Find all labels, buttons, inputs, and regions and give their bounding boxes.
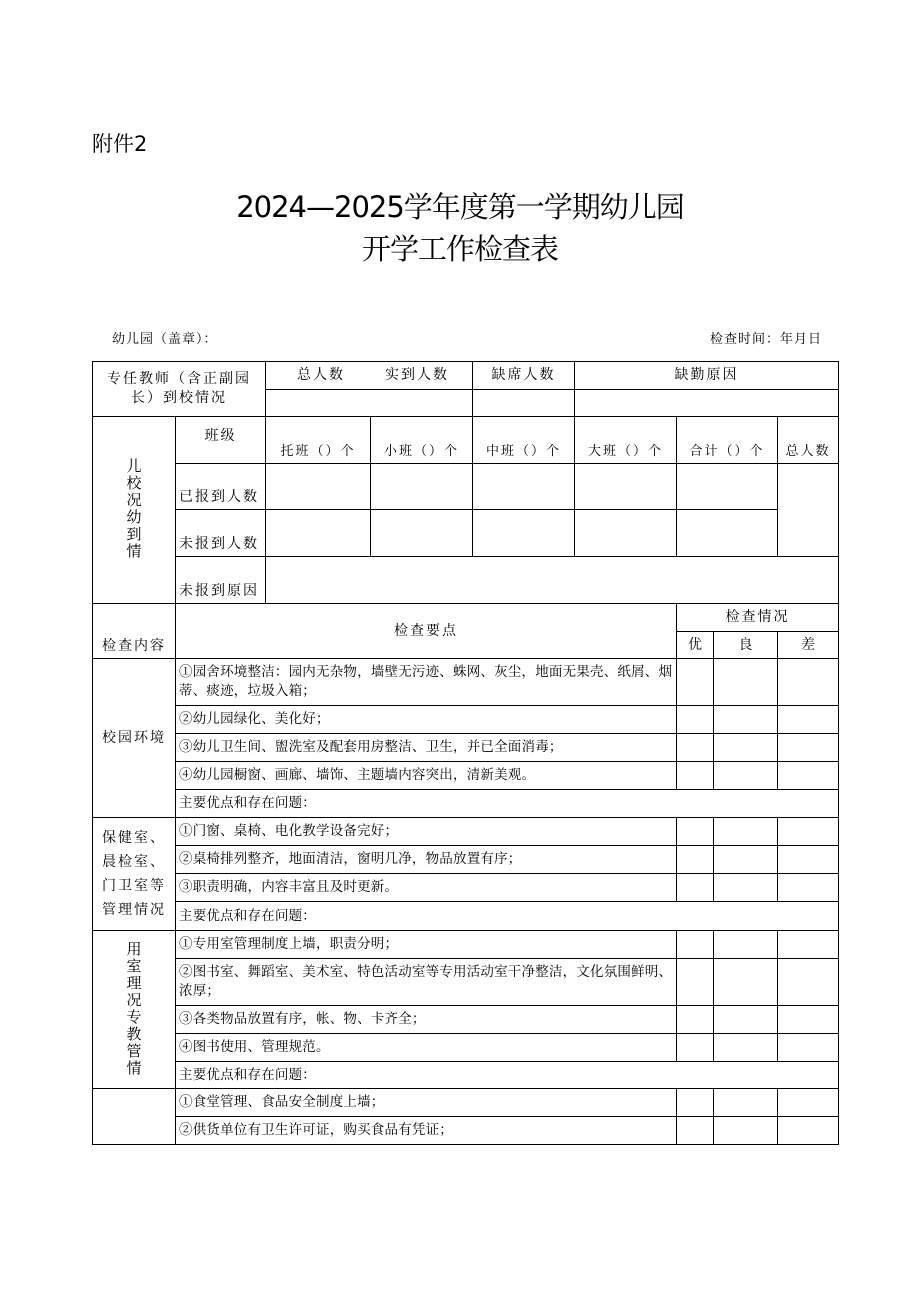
rooms-point-2: ②图书室、舞蹈室、美术室、特色活动室等专用活动室干净整洁，文化氛围鲜明、浓厚； bbox=[176, 959, 677, 1006]
health-point-3-poor[interactable] bbox=[778, 874, 839, 902]
health-point-1: ①门窗、桌椅、电化教学设备完好； bbox=[176, 818, 677, 846]
page-title-line1: 2024—2025学年度第一学期幼儿园 bbox=[236, 190, 684, 224]
not-reported-small[interactable] bbox=[371, 510, 473, 557]
reported-toddler[interactable] bbox=[266, 464, 371, 510]
health-point-2: ②桌椅排列整齐，地面清洁，窗明几净，物品放置有序； bbox=[176, 846, 677, 874]
rooms-point-1-poor[interactable] bbox=[778, 931, 839, 959]
rooms-point-3: ③各类物品放置有序，帐、物、卡齐全； bbox=[176, 1006, 677, 1034]
rooms-point-1: ①专用室管理制度上墙，职责分明； bbox=[176, 931, 677, 959]
campus-point-2-poor[interactable] bbox=[778, 706, 839, 734]
campus-point-2: ②幼儿园绿化、美化好； bbox=[176, 706, 677, 734]
teacher-col-total: 总人数 bbox=[297, 367, 345, 383]
rooms-point-2-poor[interactable] bbox=[778, 959, 839, 1006]
class-label: 班级 bbox=[176, 417, 266, 464]
grade-poor-header: 差 bbox=[778, 632, 839, 659]
rooms-issues[interactable]: 主要优点和存在问题： bbox=[176, 1062, 839, 1089]
health-point-1-poor[interactable] bbox=[778, 818, 839, 846]
inspection-points-header: 检查要点 bbox=[176, 604, 677, 659]
health-point-1-good[interactable] bbox=[677, 818, 714, 846]
canteen-point-1-poor[interactable] bbox=[778, 1089, 839, 1117]
canteen-point-1: ①食堂管理、食品安全制度上墙； bbox=[176, 1089, 677, 1117]
check-time-label: 检查时间：年月日 bbox=[709, 332, 822, 347]
canteen-point-2-poor[interactable] bbox=[778, 1117, 839, 1145]
children-section-label bbox=[93, 417, 176, 604]
campus-point-3-poor[interactable] bbox=[778, 734, 839, 762]
campus-point-3-fair[interactable] bbox=[714, 734, 778, 762]
not-reported-label: 未报到人数 bbox=[176, 510, 266, 557]
inspection-status-header: 检查情况 bbox=[677, 604, 839, 632]
health-point-2-good[interactable] bbox=[677, 846, 714, 874]
campus-point-3-good[interactable] bbox=[677, 734, 714, 762]
not-reported-reason-value[interactable] bbox=[266, 557, 839, 604]
campus-issues[interactable]: 主要优点和存在问题： bbox=[176, 790, 839, 818]
canteen-point-2-fair[interactable] bbox=[714, 1117, 778, 1145]
section-health-rooms: 保健室、晨检室、门卫室等管理情况 bbox=[93, 818, 176, 931]
children-total-value[interactable] bbox=[778, 464, 839, 557]
campus-point-1-poor[interactable] bbox=[778, 659, 839, 706]
section-campus-environment: 校园环境 bbox=[93, 659, 176, 818]
campus-point-1: ①园舍环境整洁：园内无杂物，墙壁无污迹、蛛网、灰尘，地面无果壳、纸屑、烟蒂、痰迹，垃圾入箱； bbox=[176, 659, 677, 706]
not-reported-reason-label: 未报到原因 bbox=[176, 557, 266, 604]
teacher-col-absent: 缺席人数 bbox=[473, 362, 575, 390]
special-rooms-text: 用室理况专教管情 bbox=[126, 939, 142, 1077]
not-reported-large[interactable] bbox=[575, 510, 677, 557]
teacher-absent-value[interactable] bbox=[473, 390, 575, 417]
not-reported-total[interactable] bbox=[677, 510, 778, 557]
campus-point-3: ③幼儿卫生间、盥洗室及配套用房整洁、卫生，并已全面消毒； bbox=[176, 734, 677, 762]
teacher-total-value[interactable] bbox=[266, 390, 473, 417]
health-point-3-fair[interactable] bbox=[714, 874, 778, 902]
rooms-point-1-good[interactable] bbox=[677, 931, 714, 959]
health-point-2-fair[interactable] bbox=[714, 846, 778, 874]
campus-point-2-good[interactable] bbox=[677, 706, 714, 734]
reported-small[interactable] bbox=[371, 464, 473, 510]
page-title-line2: 开学工作检查表 bbox=[361, 232, 558, 266]
health-point-2-poor[interactable] bbox=[778, 846, 839, 874]
rooms-point-2-fair[interactable] bbox=[714, 959, 778, 1006]
rooms-point-3-fair[interactable] bbox=[714, 1006, 778, 1034]
campus-point-4: ④幼儿园橱窗、画廊、墙饰、主题墙内容突出，清新美观。 bbox=[176, 762, 677, 790]
rooms-point-4-poor[interactable] bbox=[778, 1034, 839, 1062]
class-total: 合计（）个 bbox=[677, 417, 778, 464]
campus-point-4-fair[interactable] bbox=[714, 762, 778, 790]
children-total-label: 总人数 bbox=[778, 417, 839, 464]
campus-point-1-fair[interactable] bbox=[714, 659, 778, 706]
rooms-point-4-fair[interactable] bbox=[714, 1034, 778, 1062]
rooms-point-3-poor[interactable] bbox=[778, 1006, 839, 1034]
not-reported-toddler[interactable] bbox=[266, 510, 371, 557]
campus-point-4-poor[interactable] bbox=[778, 762, 839, 790]
reported-total[interactable] bbox=[677, 464, 778, 510]
reported-label: 已报到人数 bbox=[176, 464, 266, 510]
inspection-table bbox=[92, 361, 839, 1145]
section-canteen bbox=[93, 1089, 176, 1145]
canteen-point-1-good[interactable] bbox=[677, 1089, 714, 1117]
reported-middle[interactable] bbox=[473, 464, 575, 510]
canteen-point-2: ②供货单位有卫生许可证，购买食品有凭证； bbox=[176, 1117, 677, 1145]
campus-point-2-fair[interactable] bbox=[714, 706, 778, 734]
canteen-point-1-fair[interactable] bbox=[714, 1089, 778, 1117]
health-point-3: ③职责明确，内容丰富且及时更新。 bbox=[176, 874, 677, 902]
rooms-point-4: ④图书使用、管理规范。 bbox=[176, 1034, 677, 1062]
rooms-point-2-good[interactable] bbox=[677, 959, 714, 1006]
class-middle: 中班（）个 bbox=[473, 417, 575, 464]
not-reported-middle[interactable] bbox=[473, 510, 575, 557]
teacher-col-reason: 缺勤原因 bbox=[575, 362, 839, 390]
teacher-reason-value[interactable] bbox=[575, 390, 839, 417]
grade-fair-header: 良 bbox=[714, 632, 778, 659]
teacher-col-actual: 实到人数 bbox=[385, 367, 449, 383]
canteen-point-2-good[interactable] bbox=[677, 1117, 714, 1145]
health-issues[interactable]: 主要优点和存在问题： bbox=[176, 902, 839, 931]
campus-point-1-good[interactable] bbox=[677, 659, 714, 706]
rooms-point-4-good[interactable] bbox=[677, 1034, 714, 1062]
campus-point-4-good[interactable] bbox=[677, 762, 714, 790]
kindergarten-stamp-label: 幼儿园（盖章）： bbox=[112, 332, 218, 347]
class-toddler: 托班（）个 bbox=[266, 417, 371, 464]
section-special-rooms bbox=[93, 931, 176, 1089]
teacher-attendance-label: 专任教师（含正副园长）到校情况 bbox=[93, 362, 266, 417]
rooms-point-3-good[interactable] bbox=[677, 1006, 714, 1034]
rooms-point-1-fair[interactable] bbox=[714, 931, 778, 959]
class-large: 大班（）个 bbox=[575, 417, 677, 464]
health-point-3-good[interactable] bbox=[677, 874, 714, 902]
grade-good-header: 优 bbox=[677, 632, 714, 659]
inspection-content-header: 检查内容 bbox=[93, 604, 176, 659]
attachment-label: 附件2 bbox=[92, 132, 148, 156]
health-point-1-fair[interactable] bbox=[714, 818, 778, 846]
teacher-total-header bbox=[266, 362, 473, 390]
children-section-text: 儿校况幼到情 bbox=[126, 457, 142, 560]
class-small: 小班（）个 bbox=[371, 417, 473, 464]
reported-large[interactable] bbox=[575, 464, 677, 510]
